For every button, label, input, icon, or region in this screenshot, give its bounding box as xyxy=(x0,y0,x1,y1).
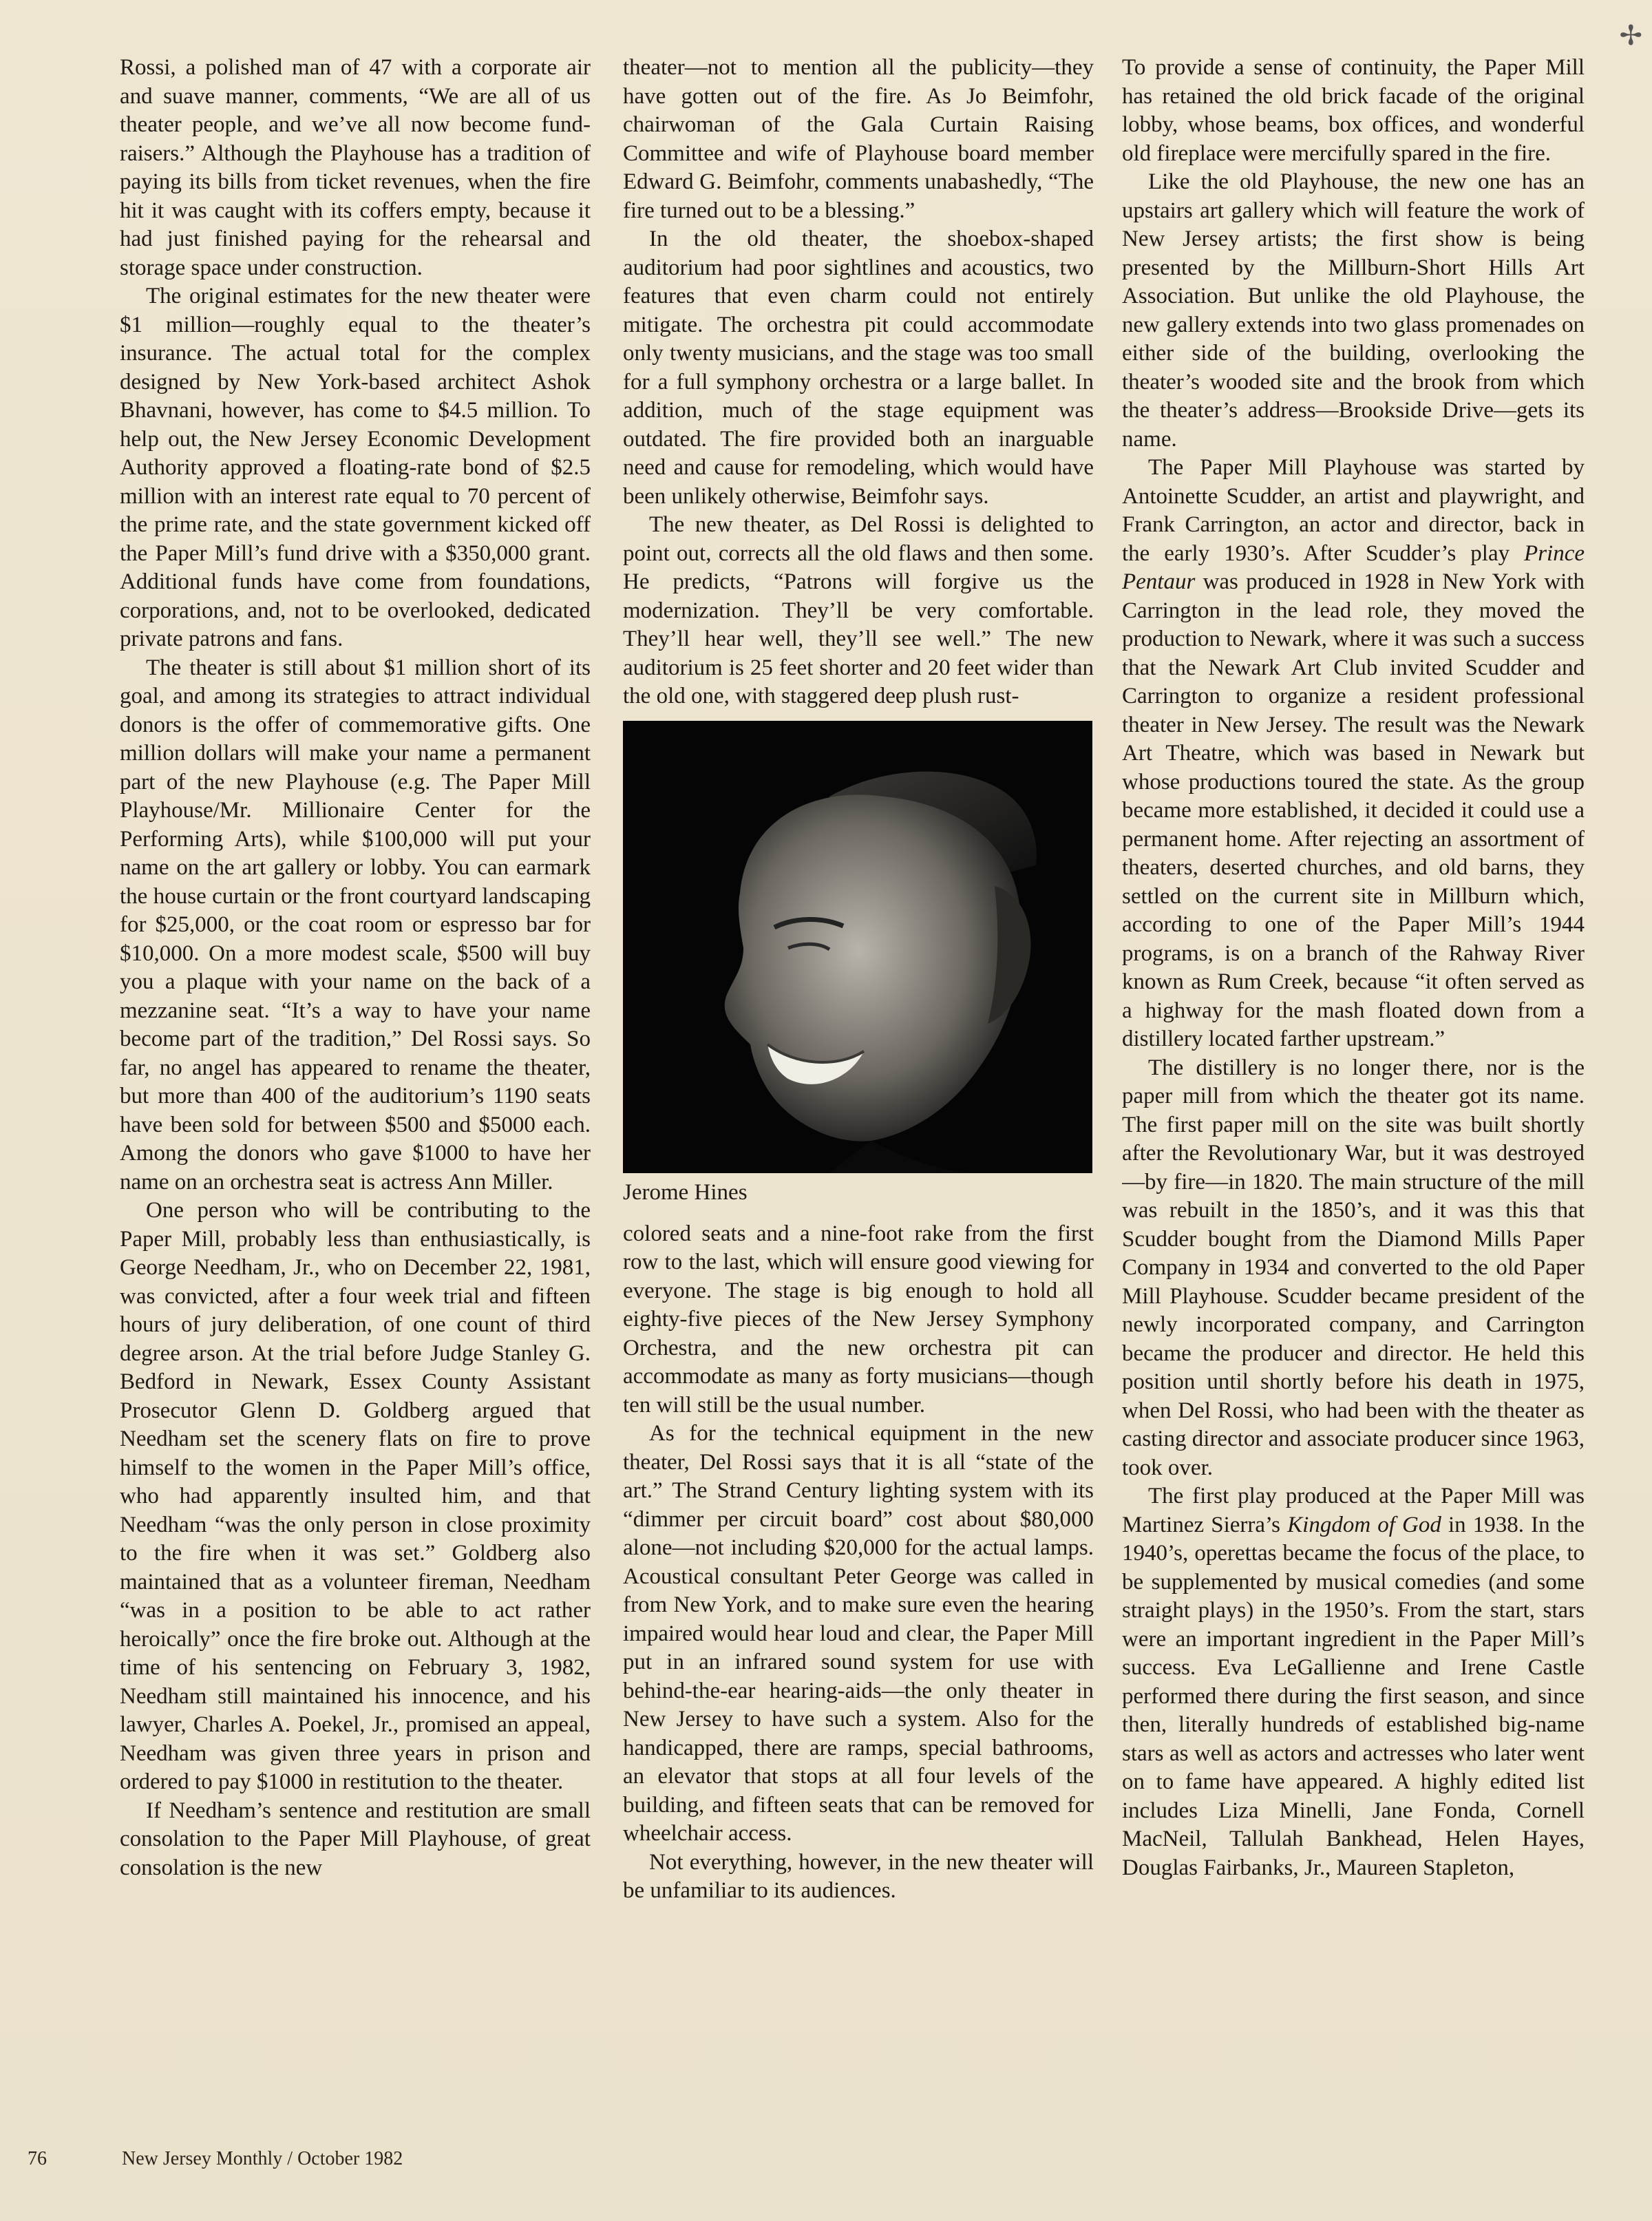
paragraph: As for the technical equipment in the new theater, Del Rossi says that it is all “state of the art.” The Strand Century lighting system with its “dimmer per circuit board” cost about $80,000 alone—not including $20,000 for the actual lamps. Acoustical consultant Peter George was called in from New York, and to make sure even the hearing impaired would hear loud and clear, the Paper Mill put in an infrared sound system for use with behind-the-ear hearing-aids—the only theater in New Jersey to have such a system. Also for the handicapped, there are ramps, special bathrooms, an elevator that stops at all four levels of the building, and fifteen seats that can be removed for wheelchair access. xyxy=(623,1421,1094,1846)
text-run: was produced in 1928 in New York with Carrington in the lead role, they moved the production to Newark, where it was such a success that the Newark Art Club invited Scudder and Carrington to organize a resident professional theater in New Jersey. The result was the Newark Art Theatre, which was based in Newark but whose productions toured the state. As the group became more established, it decided it could use a permanent home. After rejecting an assortment of theaters, deserted churches, and old barns, they settled on the current site in Millburn which, according to one of the Paper Mill’s 1944 programs, is on a branch of the Rahway River known as Rum Creek, because “it often served as a highway for the mash floated down from a distillery located farther upstream.” xyxy=(1122,569,1585,1051)
photo-caption: Jerome Hines xyxy=(623,1179,748,1205)
page-footer xyxy=(28,2148,403,2170)
article-column-3 xyxy=(1122,54,1585,2126)
paragraph: In the old theater, the shoebox-shaped auditorium had poor sightlines and acoustics, two features that even charm could not entirely mitigate. The orchestra pit could accommodate only twenty musicians, and the stage was too small for a full symphony orchestra or a large ballet. In addition, much of the stage equipment was outdated. The fire provided both an inarguable need and cause for remodeling, which would have been unlikely otherwise, Beimfohr says. xyxy=(623,227,1094,509)
paragraph: Not everything, however, in the new theater will be unfamiliar to its audiences. xyxy=(623,1849,1094,1903)
photo-figure xyxy=(623,721,1092,1208)
play-title-kingdom-of-god: Kingdom of God xyxy=(1287,1512,1441,1537)
publication-name: New Jersey Monthly xyxy=(122,2148,283,2169)
paragraph: theater—not to mention all the publicity—they have gotten out of the fire. As Jo Beimfohr, chairwoman of the Gala Curtain Raising Committee and wife of Playhouse board member Edward G. Beimfohr, comments unabashedly, “The fire turned out to be a blessing.” xyxy=(623,55,1094,223)
text-run: in 1938. In the 1940’s, operettas became the focus of the place, to be supplemented by musical comedies (and some straight plays) in the 1950’s. From the start, stars were an important ingredient in the Paper Mill’s success. Eva LeGallienne and Irene Castle performed there during the first season, and since then, literally hundreds of established big-name stars as well as actors and actresses who later went on to fame have appeared. A highly edited list includes Liza Minelli, Jane Fonda, Cornell MacNeil, Tallulah Bankhead, Helen Hayes, Douglas Fairbanks, Jr., Maureen Stapleton, xyxy=(1122,1512,1585,1880)
paragraph: The original estimates for the new theater were $1 million—roughly equal to the theater’s insurance. The actual total for the complex designed by New York-based architect Ashok Bhavnani, however, has come to $4.5 million. To help out, the New Jersey Economic Development Authority approved a floating-rate bond of $2.5 million with an interest rate equal to 70 percent of the prime rate, and the state government kicked off the Paper Mill’s fund drive with a $350,000 grant. Additional funds have come from foundations, corporations, and, not to be overlooked, dedicated private patrons and fans. xyxy=(120,284,591,651)
paragraph: The new theater, as Del Rossi is delighted to point out, corrects all the old flaws and then some. He predicts, “Patrons will forgive us the modernization. They’ll be very comfortable. They’ll hear well, they’ll see well.” The new auditorium is 25 feet shorter and 20 feet wider than the old one, with staggered deep plush rust- xyxy=(623,512,1094,708)
portrait-illustration xyxy=(623,721,1092,1173)
paragraph xyxy=(1122,1482,1585,1882)
play-title-prince-pentaur: Prince Pentaur xyxy=(1122,540,1585,594)
portrait-photo xyxy=(623,721,1092,1173)
paragraph: Rossi, a polished man of 47 with a corporate air and suave manner, comments, “We are all of us theater people, and we’ve all now become fund-raisers.” Although the Playhouse has a tradition of paying its bills from ticket revenues, when the fire hit it was caught with its coffers empty, because it had just finished paying for the rehearsal and storage space under construction. xyxy=(120,55,591,280)
paragraph: The distillery is no longer there, nor is the paper mill from which the theater got its name. The first paper mill on the site was built shortly after the Revolutionary War, but it was destroyed—by fire—in 1820. The main structure of the mill was rebuilt in the 1850’s, and it was this that Scudder bought from the Diamond Mills Paper Company in 1934 and converted to the old Paper Mill Playhouse. Scudder became president of the newly incorporated company, and Carrington became the producer and director. He held this position until shortly before his death in 1975, when Del Rossi, who had been with the theater as casting director and associate producer since 1963, took over. xyxy=(1122,1055,1585,1480)
corner-mark-icon: ✢ xyxy=(1619,20,1642,51)
paragraph: To provide a sense of continuity, the Paper Mill has retained the old brick facade of the original lobby, whose beams, box offices, and wonderful old fireplace were mercifully spared in the fire. xyxy=(1122,55,1585,166)
footer-separator: / xyxy=(287,2148,293,2169)
article-column-2 xyxy=(623,54,1094,2126)
paragraph: Like the old Playhouse, the new one has an upstairs art gallery which will feature the work of New Jersey artists; the first show is being presented by the Millburn-Short Hills Art Association. But unlike the old Playhouse, the new gallery extends into two glass promenades on either side of the building, overlooking the theater’s wooded site and the brook from which the theater’s address—Brookside Drive—gets its name. xyxy=(1122,169,1585,452)
paragraph xyxy=(1122,454,1585,1054)
text-run: The Paper Mill Playhouse was started by Antoinette Scudder, an artist and playwright, and Frank Carrington, an actor and director, back in the early 1930’s. After Scudder’s play xyxy=(1122,455,1585,566)
article-column-1 xyxy=(120,54,591,2126)
text-run: The first play produced at the Paper Mill was Martinez Sierra’s xyxy=(1122,1484,1585,1537)
paragraph: One person who will be contributing to the Paper Mill, probably less than enthusiastically, is George Needham, Jr., who on December 22, 1981, was convicted, after a four week trial and fifteen hours of jury deliberation, of one count of third degree arson. At the trial before Judge Stanley G. Bedford in Newark, Essex County Assistant Prosecutor Glenn D. Goldberg argued that Needham set the scenery flats on fire to prove himself to the women in the Paper Mill’s office, who had apparently insulted him, and that Needham “was the only person in close proximity to the fire when it was set.” Goldberg also maintained that as a volunteer fireman, Needham “was in a position to be able to act rather heroically” once the fire broke out. Although at the time of his sentencing on February 3, 1982, Needham still maintained his innocence, and his lawyer, Charles A. Poekel, Jr., promised an appeal, Needham was given three years in prison and ordered to pay $1000 in restitution to the theater. xyxy=(120,1198,591,1794)
paragraph: If Needham’s sentence and restitution are small consolation to the Paper Mill Playhouse, of great consolation is the new xyxy=(120,1798,591,1880)
paragraph: The theater is still about $1 million short of its goal, and among its strategies to attract individual donors is the offer of commemorative gifts. One million dollars will make your name a permanent part of the new Playhouse (e.g. The Paper Mill Playhouse/Mr. Millionaire Center for the Performing Arts), while $100,000 will put your name on the art gallery or lobby. You can earmark the house curtain or the front courtyard landscaping for $25,000, or the coat room or espresso bar for $10,000. On a more modest scale, $500 will buy you a plaque with your name on the back of a mezzanine seat. “It’s a way to have your name become part of the tradition,” Del Rossi says. So far, no angel has appeared to rename the theater, but more than 400 of the auditorium’s 1190 seats have been sold for between $500 and $5000 each. Among the donors who gave $1000 to have her name on an orchestra seat is actress Ann Miller. xyxy=(120,655,591,1194)
issue-date: October 1982 xyxy=(297,2148,403,2169)
page-number: 76 xyxy=(28,2148,47,2169)
paragraph: colored seats and a nine-foot rake from the first row to the last, which will ensure good viewing for everyone. The stage is big enough to hold all eighty-five pieces of the New Jersey Symphony Orchestra, and the new orchestra pit can accommodate as many as forty musicians—though ten will still be the usual number. xyxy=(623,1221,1094,1418)
